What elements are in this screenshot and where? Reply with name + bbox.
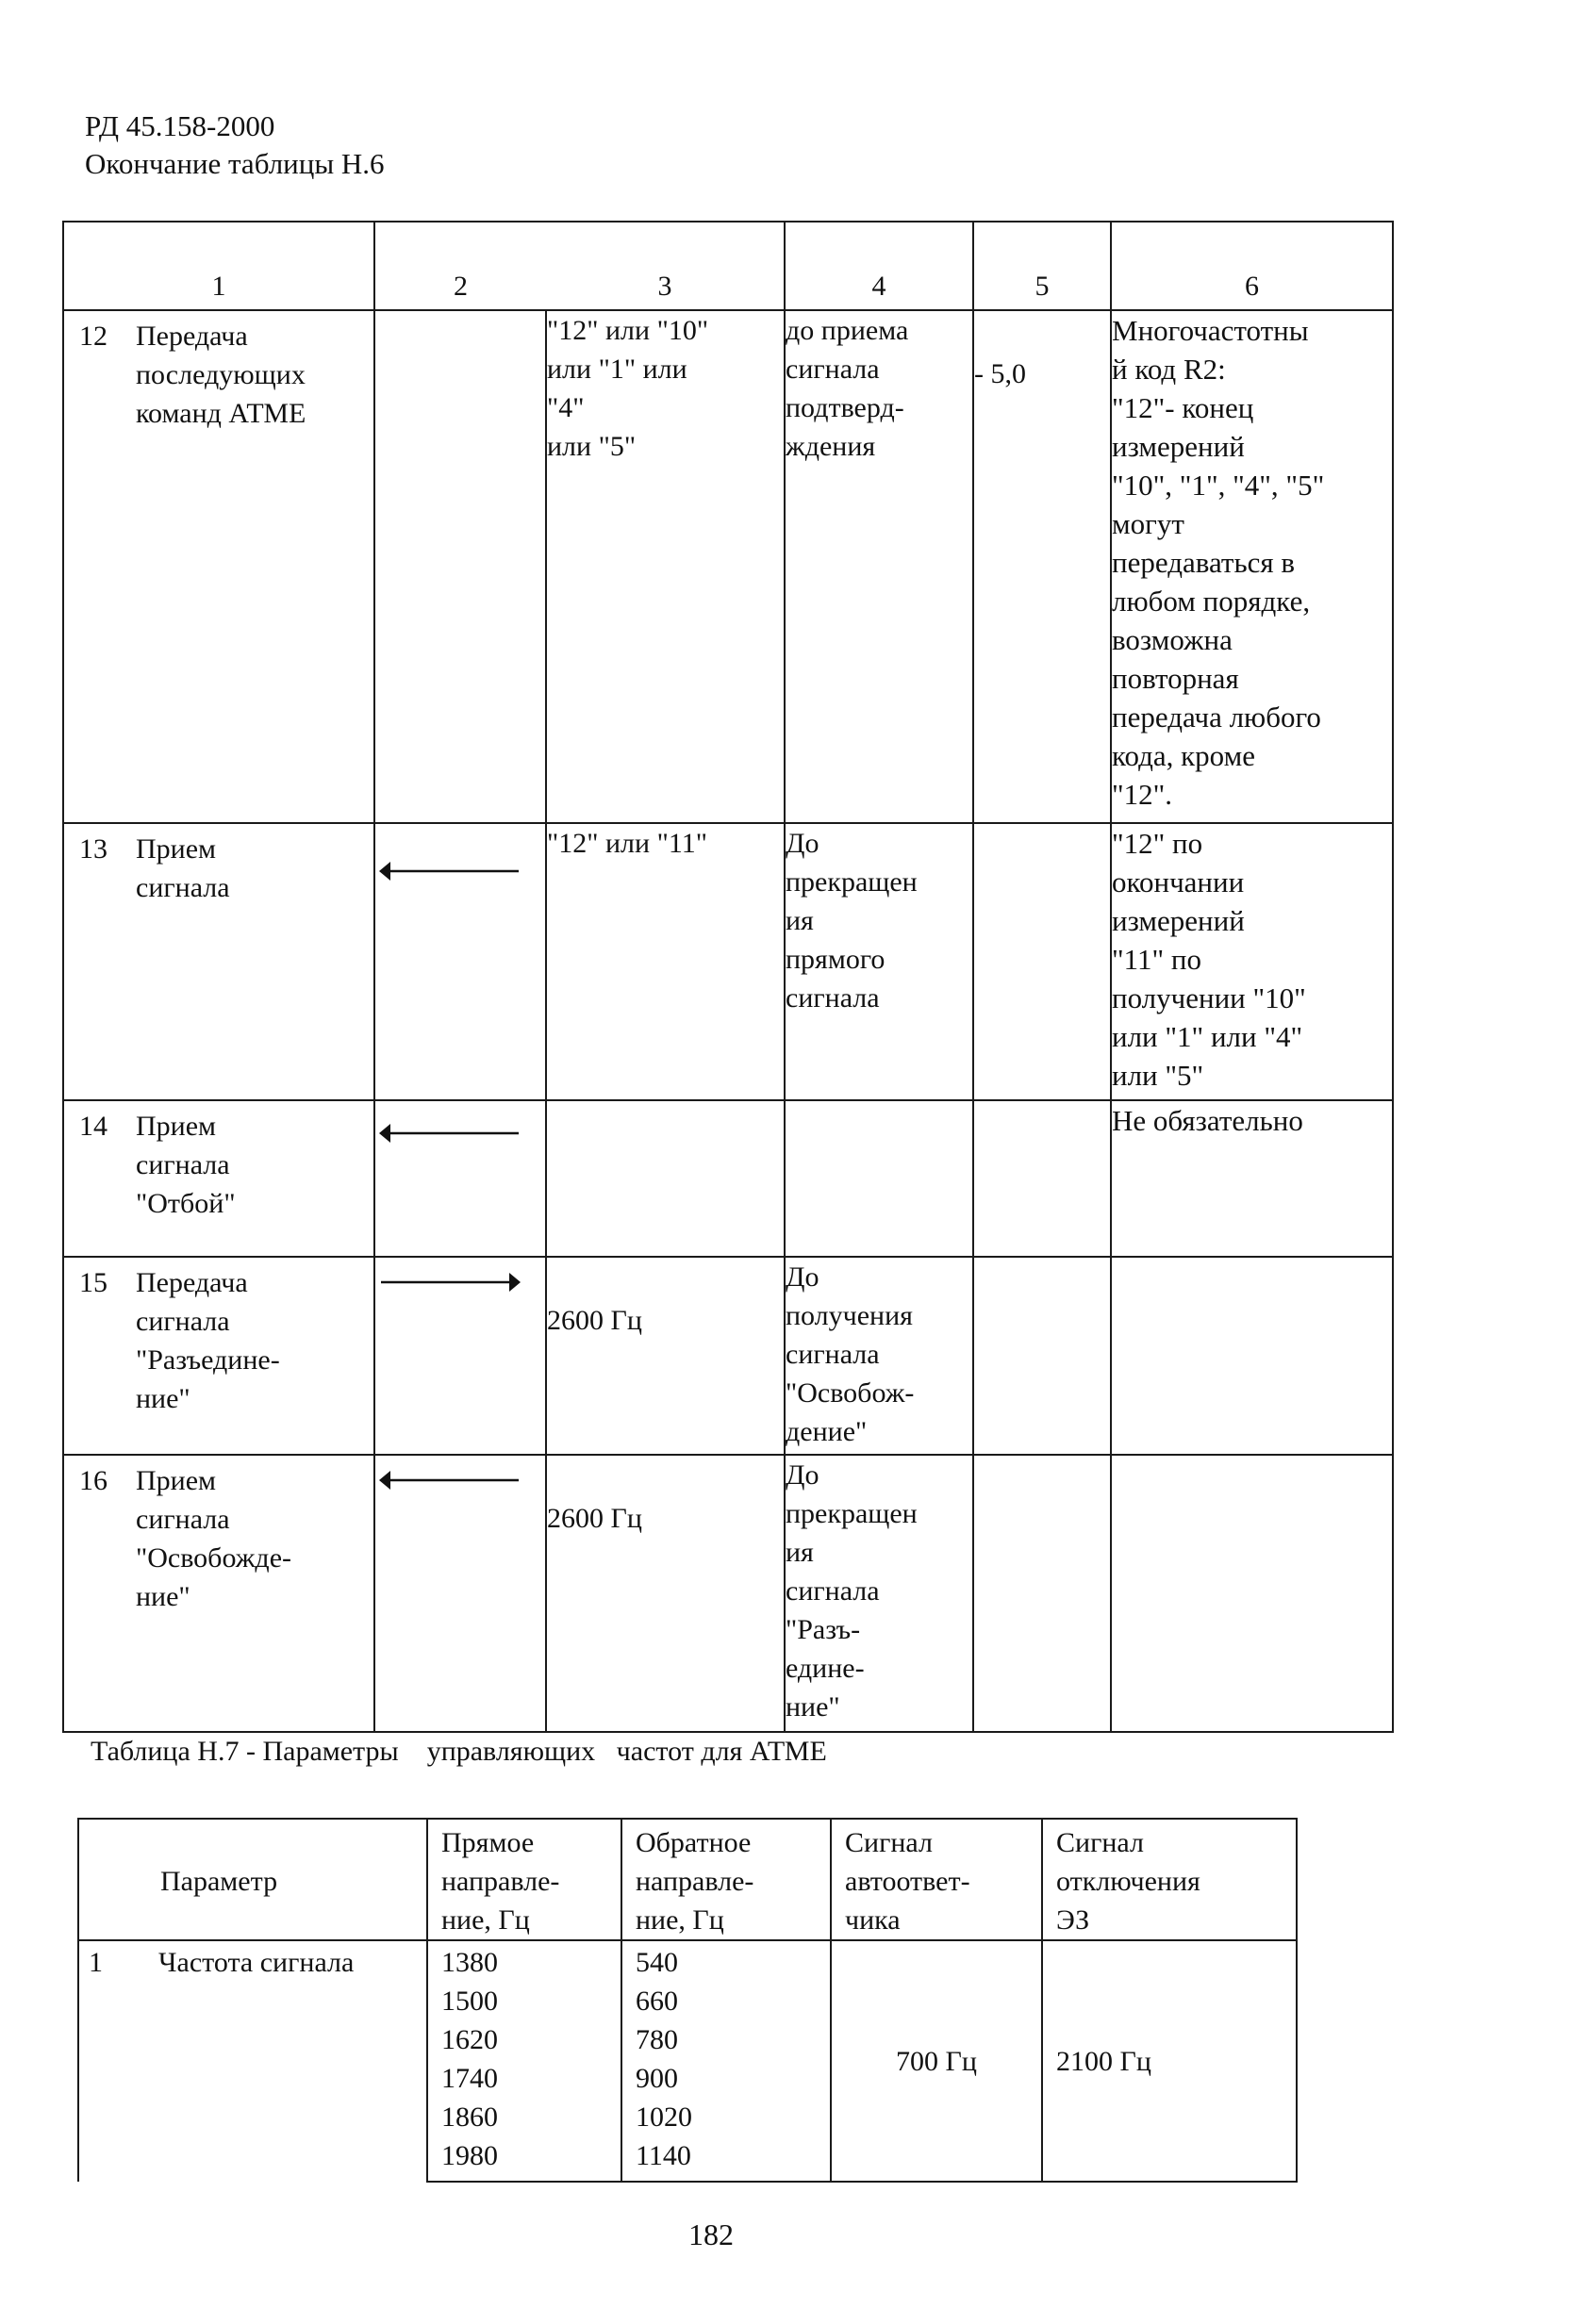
page-number: 182 [688,2217,734,2251]
backward-values: 540 660 780 900 1020 1140 [621,1940,831,2182]
row-parameter-cell [78,1940,427,2182]
arrow-left-icon [379,860,521,882]
duration-cell: до приема сигнала подтверд- ждения [785,310,973,823]
level-cell [973,1257,1111,1455]
table-row [63,1257,1393,1455]
row-number: 12 [79,321,108,352]
table-continuation-title: Окончание таблицы Н.6 [85,147,385,180]
note-cell: Не обязательно [1111,1100,1393,1257]
level-cell [973,1100,1111,1257]
row-name-cell [63,1100,374,1257]
header-parameter: Параметр [78,1819,427,1940]
row-operation: Передача сигнала "Разъедине- ние" [136,1267,280,1414]
column-number-row [63,222,1393,310]
table-row [63,823,1393,1100]
column-number: 6 [1111,222,1393,310]
table-row [63,1455,1393,1732]
signal-cell: "12" или "10" или "1" или "4" или "5" [546,310,785,823]
direction-cell [374,1100,546,1257]
table-row [63,1100,1393,1257]
row-number: 15 [79,1267,108,1298]
signal-cell: 2600 Гц [546,1455,785,1732]
row-parameter: Частота сигнала [158,1947,355,1978]
table-row [63,310,1393,823]
row-operation: Прием сигнала [136,833,230,903]
row-name-cell [63,1455,374,1732]
document-code: РД 45.158-2000 [85,109,275,142]
row-number: 1 [89,1947,103,1978]
column-number: 3 [546,222,785,310]
direction-cell [374,1257,546,1455]
header-forward: Прямое направле- ние, Гц [427,1819,621,1940]
level-cell [973,1455,1111,1732]
row-name-cell [63,310,374,823]
arrow-left-icon [379,1122,521,1145]
table-h7 [77,1818,1298,2183]
table-h6 [62,221,1394,1733]
duration-cell: До прекращен ия прямого сигнала [785,823,973,1100]
row-operation: Прием сигнала "Отбой" [136,1111,236,1219]
table-header-row [78,1819,1297,1940]
column-number: 5 [973,222,1111,310]
disconnect-value: 2100 Гц [1042,1940,1297,2182]
row-number: 14 [79,1111,108,1142]
note-cell [1111,1257,1393,1455]
forward-values: 1380 1500 1620 1740 1860 1980 [427,1940,621,2182]
signal-cell [546,1100,785,1257]
direction-cell [374,823,546,1100]
duration-cell: До получения сигнала "Освобож- дение" [785,1257,973,1455]
signal-cell: 2600 Гц [546,1257,785,1455]
direction-cell [374,1455,546,1732]
note-cell: Многочастотны й код R2: "12"- конец измерений "10", "1", "4", "5" могут передаваться в любом порядке, возможна повторная передача любого кода, кроме "12". [1111,310,1393,823]
arrow-left-icon [379,1469,521,1492]
level-cell: - 5,0 [973,310,1111,823]
note-cell [1111,1455,1393,1732]
duration-cell: До прекращен ия сигнала "Разъ- едине- ние" [785,1455,973,1732]
column-number: 1 [63,222,374,310]
row-number: 13 [79,833,108,865]
column-number: 2 [374,222,546,310]
column-number: 4 [785,222,973,310]
signal-cell: "12" или "11" [546,823,785,1100]
header-disconnect: Сигнал отключения ЭЗ [1042,1819,1297,1940]
row-name-cell [63,823,374,1100]
row-number: 16 [79,1465,108,1496]
autoresponder-value: 700 Гц [831,1940,1042,2182]
header-backward: Обратное направле- ние, Гц [621,1819,831,1940]
table-row [78,1940,1297,2182]
row-name-cell [63,1257,374,1455]
duration-cell [785,1100,973,1257]
row-operation: Передача последующих команд АТМЕ [136,321,306,429]
level-cell [973,823,1111,1100]
header-autoresponder: Сигнал автоответ- чика [831,1819,1042,1940]
arrow-right-icon [379,1271,521,1294]
table-h7-caption: Таблица Н.7 - Параметры управляющих частот для АТМЕ [91,1736,827,1767]
row-operation: Прием сигнала "Освобожде- ние" [136,1465,291,1612]
direction-cell [374,310,546,823]
note-cell: "12" по окончании измерений "11" по получении "10" или "1" или "4" или "5" [1111,823,1393,1100]
